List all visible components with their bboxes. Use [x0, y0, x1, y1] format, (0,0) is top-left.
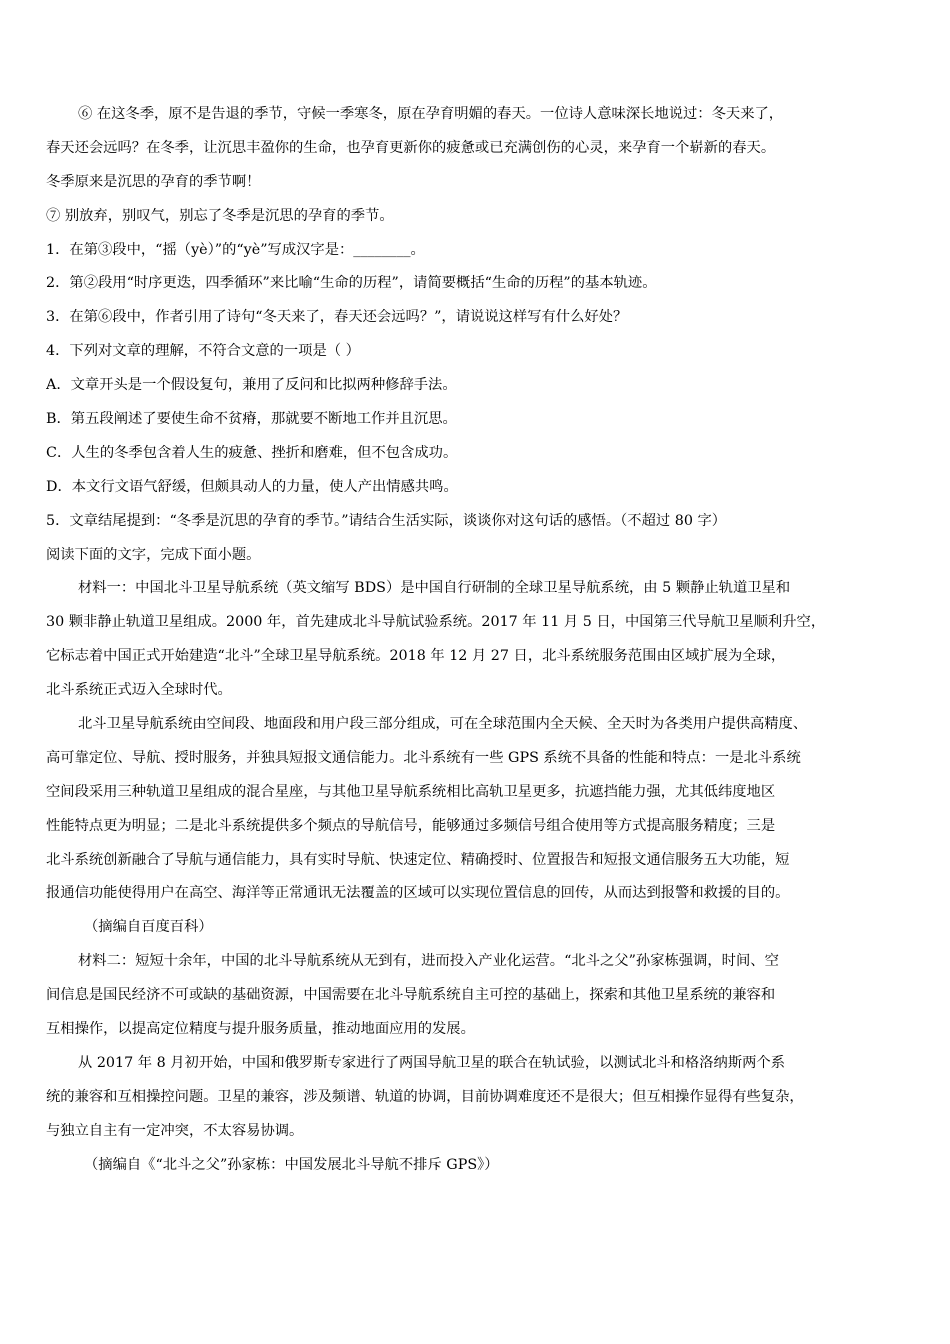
option-c: C．人生的冬季包含着人生的疲惫、挫折和磨难，但不包含成功。 — [46, 444, 458, 461]
material-2-p1-line-2: 间信息是国民经济不可或缺的基础资源，中国需要在北斗导航系统自主可控的基础上，探索和其他卫星系统的兼容和 — [46, 987, 776, 1004]
material-2-p1-line-3: 互相操作，以提高定位精度与提升服务质量，推动地面应用的发展。 — [46, 1021, 475, 1038]
material-1-p2-line-1: 北斗卫星导航系统由空间段、地面段和用户段三部分组成，可在全球范围内全天候、全天时为各类用户提供高精度、 — [78, 716, 808, 733]
paragraph-6-line-3: 冬季原来是沉思的孕育的季节啊！ — [46, 173, 261, 190]
material-2-source: （摘编自《“北斗之父”孙家栋：中国发展北斗导航不排斥 GPS》） — [84, 1156, 499, 1173]
paragraph-6-line-1: ⑥ 在这冬季，原不是告退的季节，守候一季寒冬，原在孕育明媚的春天。一位诗人意味深长地说过：冬天来了， — [78, 106, 784, 122]
question-5: 5．文章结尾提到：“冬季是沉思的孕育的季节。”请结合生活实际，谈谈你对这句话的感悟。（不超过 80 字） — [46, 512, 727, 529]
material-2-p2-line-1: 从 2017 年 8 月初开始，中国和俄罗斯专家进行了两国导航卫星的联合在轨试验，以测试北斗和格洛纳斯两个系 — [78, 1054, 786, 1071]
material-1-p2-line-3: 空间段采用三种轨道卫星组成的混合星座，与其他卫星导航系统相比高轨卫星更多，抗遮挡能力强，尤其低纬度地区 — [46, 783, 776, 800]
material-2-p2-line-3: 与独立自主有一定冲突，不太容易协调。 — [46, 1122, 304, 1139]
material-1-p2-line-2: 高可靠定位、导航、授时服务，并独具短报文通信能力。北斗系统有一些 GPS 系统不具备的性能和特点：一是北斗系统 — [46, 749, 801, 766]
material-1-p2-line-4: 性能特点更为明显；二是北斗系统提供多个频点的导航信号，能够通过多频信号组合使用等方式提高服务精度；三是 — [46, 817, 776, 834]
option-d: D．本文行文语气舒缓，但颇具动人的力量，使人产出情感共鸣。 — [46, 478, 458, 495]
reading-instruction: 阅读下面的文字，完成下面小题。 — [46, 546, 261, 563]
question-1: 1．在第③段中，“摇（yè）”的“yè”写成汉字是：________。 — [46, 241, 425, 258]
material-2-p2-line-2: 统的兼容和互相操控问题。卫星的兼容，涉及频谱、轨道的协调，目前协调难度还不是很大；但互相操作显得有些复杂， — [46, 1088, 804, 1105]
option-a: A．文章开头是一个假设复句，兼用了反问和比拟两种修辞手法。 — [46, 377, 457, 394]
material-1-p1-line-2: 30 颗非静止轨道卫星组成。2000 年，首先建成北斗导航试验系统。2017 年 11 月 5 日，中国第三代导航卫星顺利升空， — [46, 614, 826, 631]
material-1-p1-line-1: 材料一：中国北斗卫星导航系统（英文缩写 BDS）是中国自行研制的全球卫星导航系统，由 5 颗静止轨道卫星和 — [78, 580, 791, 597]
question-2: 2．第②段用“时序更迭，四季循环”来比喻“生命的历程”，请简要概括“生命的历程”的基本轨迹。 — [46, 275, 657, 292]
material-1-p1-line-3: 它标志着中国正式开始建造“北斗”全球卫星导航系统。2018 年 12 月 27 日，北斗系统服务范围由区域扩展为全球， — [46, 648, 786, 665]
paragraph-7: ⑦ 别放弃，别叹气，别忘了冬季是沉思的孕育的季节。 — [46, 207, 394, 224]
document-page — [46, 98, 914, 1183]
material-2-p1-line-1: 材料二：短短十余年，中国的北斗导航系统从无到有，进而投入产业化运营。“北斗之父”孙家栋强调，时间、空 — [78, 953, 779, 970]
material-1-p2-line-6: 报通信功能使得用户在高空、海洋等正常通讯无法覆盖的区域可以实现位置信息的回传，从而达到报警和救援的目的。 — [46, 885, 790, 902]
question-3: 3．在第⑥段中，作者引用了诗句“冬天来了，春天还会远吗？”，请说说这样写有什么好处？ — [46, 309, 628, 326]
paragraph-6-line-2: 春天还会远吗？在冬季，让沉思丰盈你的生命，也孕育更新你的疲惫或已充满创伤的心灵，来孕育一个崭新的春天。 — [46, 139, 776, 156]
question-4: 4．下列对文章的理解，不符合文意的一项是（ ） — [46, 343, 360, 360]
option-b: B．第五段阐述了要使生命不贫瘠，那就要不断地工作并且沉思。 — [46, 411, 457, 428]
material-1-p1-line-4: 北斗系统正式迈入全球时代。 — [46, 682, 232, 699]
material-1-p2-line-5: 北斗系统创新融合了导航与通信能力，具有实时导航、快速定位、精确授时、位置报告和短报文通信服务五大功能，短 — [46, 851, 790, 868]
material-1-source: （摘编自百度百科） — [84, 919, 213, 936]
